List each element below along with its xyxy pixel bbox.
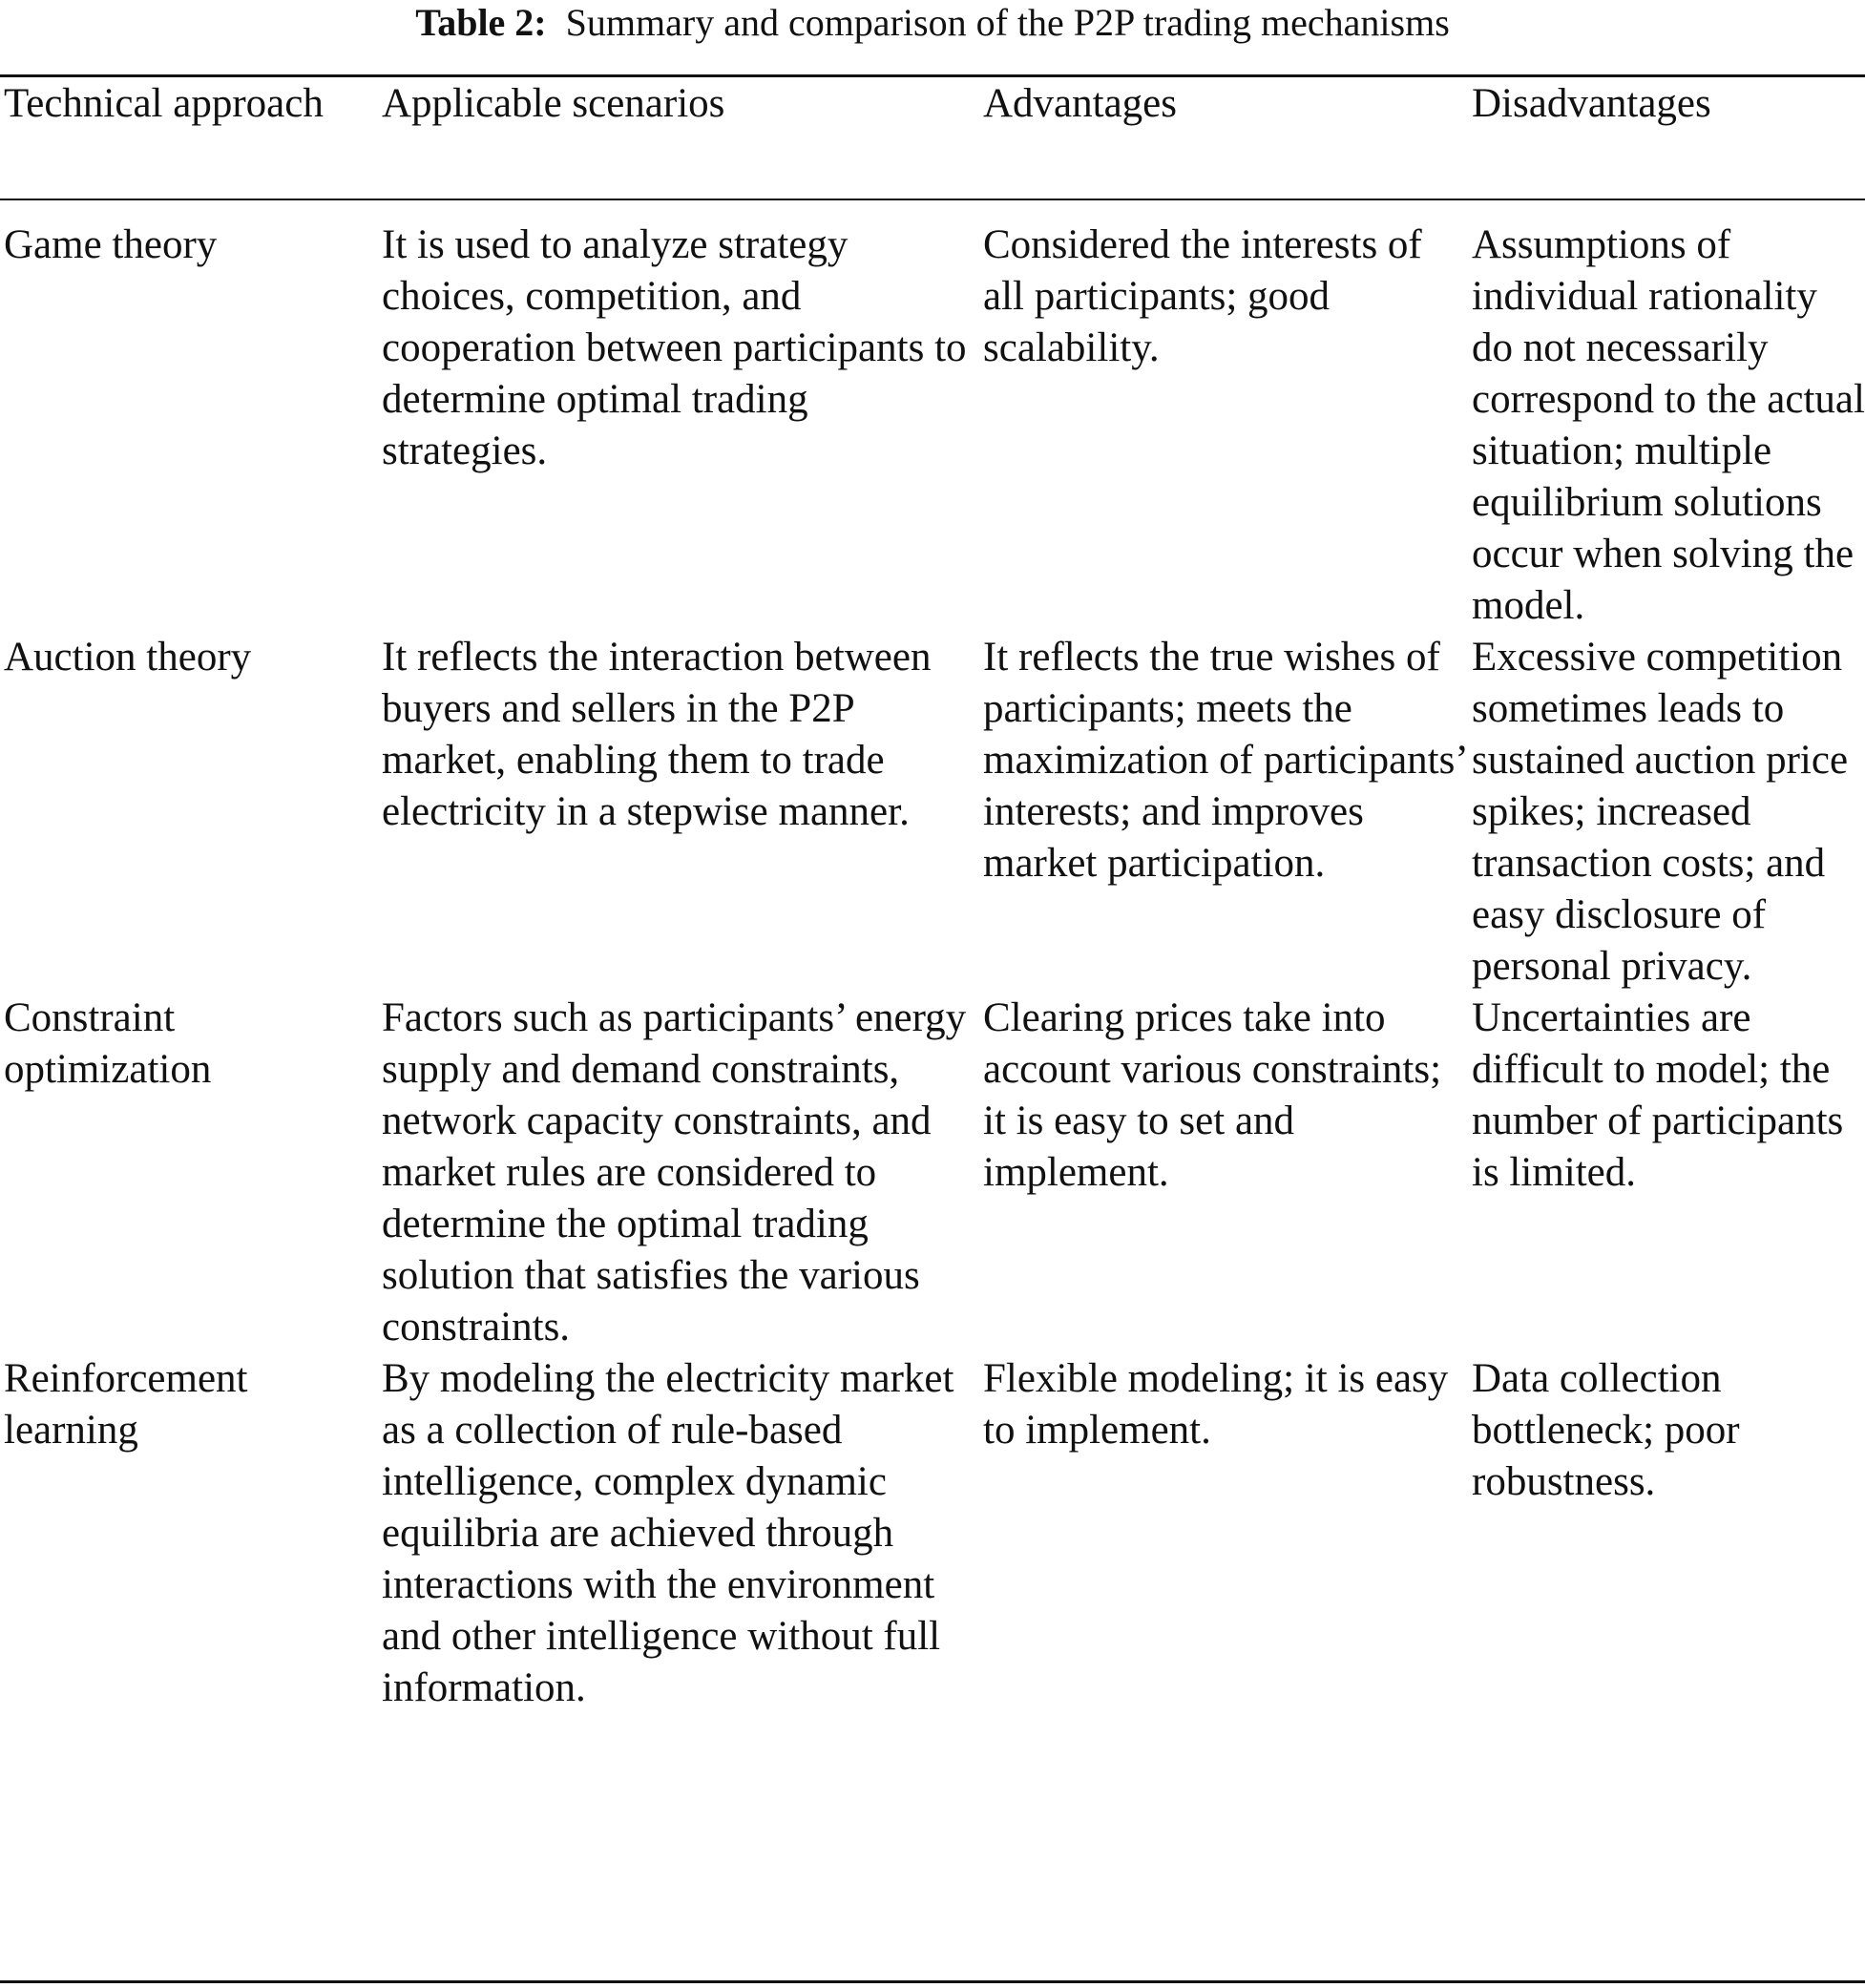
cell-technical-approach: Auction theory [4, 635, 252, 680]
cell-technical-approach: Constraint optimization [4, 995, 212, 1092]
table-row [0, 1353, 1865, 1714]
table-caption [0, 0, 1865, 46]
comparison-table [0, 77, 1865, 1714]
cell-applicable-scenarios: By modeling the electricity market as a collection of rule-based intelligence, complex dynamic equilibria are achieved through interactions with the environment and other intelligence without full information. [382, 1356, 954, 1710]
header-technical-approach: Technical approach [4, 81, 324, 126]
header-disadvantages: Disadvantages [1472, 81, 1711, 126]
table-bottom-rule [0, 1980, 1865, 1983]
cell-applicable-scenarios: It is used to analyze strategy choices, competition, and cooperation between participants to determine optimal trading strategies. [382, 222, 967, 473]
cell-applicable-scenarios: Factors such as participants’ energy supply and demand constraints, network capacity constraints, and market rules are considered to determine the optimal trading solution that satisfies the various constraints. [382, 995, 967, 1350]
cell-advantages: Clearing prices take into account various constraints; it is easy to set and implement. [983, 995, 1442, 1195]
table-row [0, 993, 1865, 1353]
table-header-row [0, 77, 1865, 199]
header-applicable-scenarios: Applicable scenarios [382, 81, 725, 126]
header-advantages: Advantages [983, 81, 1177, 126]
cell-applicable-scenarios: It reflects the interaction between buyers and sellers in the P2P market, enabling them to trade electricity in a stepwise manner. [382, 635, 932, 834]
cell-advantages: Considered the interests of all participants; good scalability. [983, 222, 1422, 370]
cell-disadvantages: Assumptions of individual rationality do not necessarily correspond to the actual situation; multiple equilibrium solutions occur when solving the model. [1472, 222, 1865, 628]
table-caption-label: Table 2: [415, 1, 547, 44]
cell-advantages: It reflects the true wishes of participants; meets the maximization of participants’ interests; and improves market participation. [983, 635, 1466, 886]
table-caption-text: Summary and comparison of the P2P trading mechanisms [565, 1, 1450, 44]
cell-technical-approach: Reinforcement learning [4, 1356, 248, 1453]
table-row [0, 632, 1865, 993]
cell-disadvantages: Data collection bottleneck; poor robustness. [1472, 1356, 1740, 1504]
cell-technical-approach: Game theory [4, 222, 218, 267]
table-row [0, 199, 1865, 632]
cell-advantages: Flexible modeling; it is easy to implement. [983, 1356, 1449, 1453]
cell-disadvantages: Excessive competition sometimes leads to sustained auction price spikes; increased transaction costs; and easy disclosure of personal privacy. [1472, 635, 1849, 989]
cell-disadvantages: Uncertainties are difficult to model; the number of participants is limited. [1472, 995, 1844, 1195]
